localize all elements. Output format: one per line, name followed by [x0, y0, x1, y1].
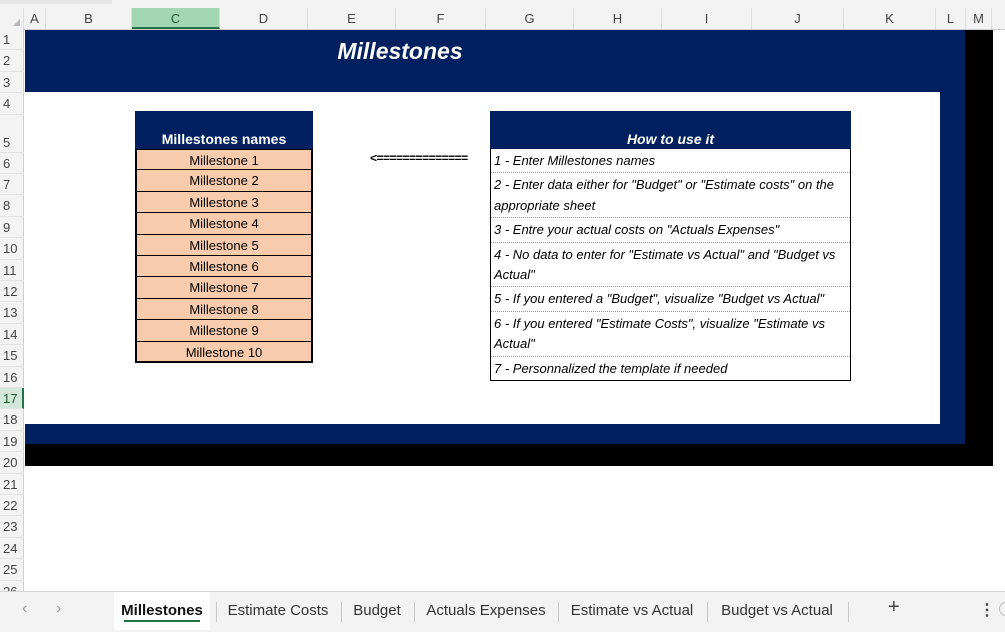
column-header-bar [0, 8, 1005, 30]
column-header-l[interactable]: L [936, 8, 966, 29]
row-header-12[interactable]: 12 [0, 281, 24, 302]
row-header-25[interactable]: 25 [0, 559, 24, 580]
howto-step[interactable]: 6 - If you entered "Estimate Costs", visualize "Estimate vs Actual" [491, 312, 850, 357]
window-top-strip [0, 0, 1005, 8]
column-header-e[interactable]: E [308, 8, 396, 29]
sheet-tab-millestones[interactable] [114, 592, 210, 630]
row-header-16[interactable]: 16 [0, 367, 24, 388]
row-header-18[interactable]: 18 [0, 409, 24, 430]
sheet-tab-budget[interactable] [341, 592, 413, 630]
row-header-9[interactable]: 9 [0, 217, 24, 238]
workbook-tab-stub [0, 0, 112, 4]
row-header-bar [0, 29, 24, 591]
arrow-indicator[interactable]: <============== [370, 151, 468, 165]
milestone-cell[interactable]: Millestone 2 [135, 170, 313, 191]
row-header-17[interactable]: 17 [0, 388, 24, 409]
milestone-cell[interactable]: Millestone 9 [135, 320, 313, 341]
howto-step[interactable]: 4 - No data to enter for "Estimate vs Actual" and "Budget vs Actual" [491, 243, 850, 288]
milestones-header[interactable]: Millestones names [135, 111, 313, 149]
sheet-tab-estimate-vs-actual[interactable] [558, 592, 706, 630]
milestone-cell[interactable]: Millestone 3 [135, 192, 313, 213]
howto-header[interactable]: How to use it [490, 111, 851, 149]
column-header-a[interactable]: A [24, 8, 46, 29]
row-header-22[interactable]: 22 [0, 495, 24, 516]
sheet-tab-label: Estimate vs Actual [570, 602, 694, 619]
row-header-20[interactable]: 20 [0, 452, 24, 473]
sheet-tab-bar [0, 591, 1005, 632]
row-header-5[interactable]: 5 [0, 115, 24, 153]
row-header-23[interactable]: 23 [0, 516, 24, 537]
sheet-tab-label: Estimate Costs [227, 602, 329, 619]
howto-step[interactable]: 5 - If you entered a "Budget", visualize "Budget vs Actual" [491, 287, 850, 311]
howto-steps [490, 149, 851, 381]
row-header-15[interactable]: 15 [0, 345, 24, 366]
sheet-title[interactable]: Millestones [337, 38, 463, 64]
row-header-7[interactable]: 7 [0, 174, 24, 195]
column-header-c[interactable]: C [132, 8, 220, 29]
row-header-14[interactable]: 14 [0, 324, 24, 345]
howto-table [490, 111, 851, 381]
column-header-k[interactable]: K [844, 8, 936, 29]
row-header-10[interactable]: 10 [0, 238, 24, 259]
sheet-tab-label: Budget vs Actual [721, 602, 833, 619]
howto-step[interactable]: 2 - Enter data either for "Budget" or "Estimate costs" on the appropriate sheet [491, 173, 850, 218]
sheet-tab-actuals-expenses[interactable] [414, 592, 558, 630]
column-header-b[interactable]: B [46, 8, 132, 29]
milestone-cell[interactable]: Millestone 6 [135, 256, 313, 277]
row-header-13[interactable]: 13 [0, 302, 24, 323]
sheet-tab-label: Actuals Expenses [426, 602, 546, 619]
column-header-f[interactable]: F [396, 8, 486, 29]
column-header-d[interactable]: D [220, 8, 308, 29]
milestone-cell[interactable]: Millestone 4 [135, 213, 313, 234]
row-header-24[interactable]: 24 [0, 538, 24, 559]
add-sheet-button[interactable]: + [888, 596, 900, 618]
milestones-table [135, 111, 313, 363]
select-all-corner[interactable] [0, 8, 24, 29]
scroll-indicator-icon [999, 602, 1005, 616]
prev-sheet-button[interactable]: ‹ [22, 600, 28, 617]
active-tab-underline [124, 620, 200, 622]
row-header-4[interactable]: 4 [0, 93, 24, 114]
tab-separator [848, 602, 849, 622]
tab-separator [558, 602, 559, 622]
row-header-19[interactable]: 19 [0, 431, 24, 452]
row-header-8[interactable]: 8 [0, 195, 24, 216]
howto-step[interactable]: 1 - Enter Millestones names [491, 149, 850, 173]
row-header-21[interactable]: 21 [0, 474, 24, 495]
next-sheet-button[interactable]: › [56, 600, 62, 617]
sheet-tab-budget-vs-actual[interactable] [707, 592, 847, 630]
column-header-i[interactable]: I [662, 8, 752, 29]
tab-separator [707, 602, 708, 622]
column-header-g[interactable]: G [486, 8, 574, 29]
sheet-tab-label: Budget [353, 602, 401, 619]
howto-step[interactable]: 7 - Personnalized the template if needed [494, 360, 728, 376]
tab-separator [341, 602, 342, 622]
column-header-h[interactable]: H [574, 8, 662, 29]
milestone-cell[interactable]: Millestone 1 [135, 149, 313, 170]
row-header-1[interactable]: 1 [0, 29, 24, 50]
column-header-j[interactable]: J [752, 8, 844, 29]
howto-step[interactable]: 3 - Entre your actual costs on "Actuals Expenses" [491, 218, 850, 242]
column-header-m[interactable]: M [966, 8, 992, 29]
sheet-tab-estimate-costs[interactable] [216, 592, 340, 630]
row-header-2[interactable]: 2 [0, 50, 24, 71]
sheet-tab-label: Millestones [121, 602, 203, 619]
row-header-11[interactable]: 11 [0, 260, 24, 281]
milestone-cell[interactable]: Millestone 8 [135, 299, 313, 320]
milestone-cell[interactable]: Millestone 7 [135, 277, 313, 298]
more-options-icon[interactable]: ⋮ [979, 602, 995, 619]
milestone-cell[interactable]: Millestone 5 [135, 235, 313, 256]
milestone-cell[interactable]: Millestone 10 [135, 342, 313, 363]
tab-separator [414, 602, 415, 622]
tab-separator [216, 602, 217, 622]
row-header-6[interactable]: 6 [0, 153, 24, 174]
row-header-3[interactable]: 3 [0, 72, 24, 93]
